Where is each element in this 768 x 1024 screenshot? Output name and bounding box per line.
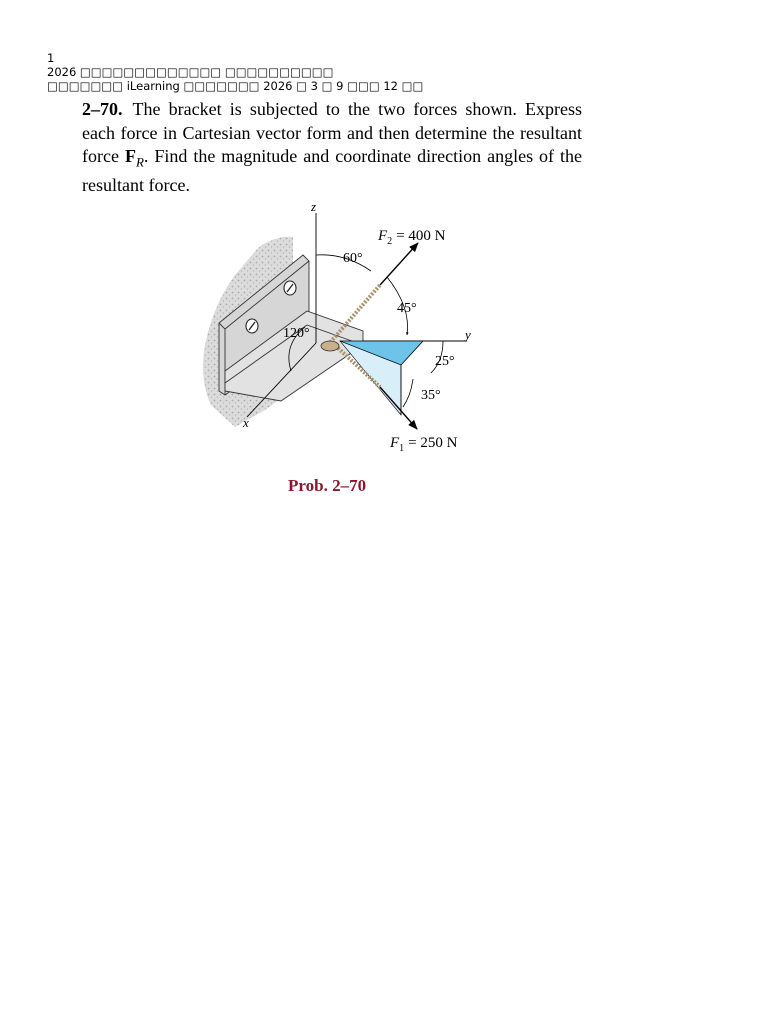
x-axis-label: x: [243, 415, 249, 430]
angle-120-label: 120°: [283, 326, 310, 341]
bracket-figure: [195, 195, 485, 465]
f2-label: $F_2 = 400$ N: [378, 228, 446, 247]
angle-60-label: 60°: [343, 251, 363, 266]
bolt-upper: [284, 281, 296, 295]
figure-caption: Prob. 2–70: [288, 476, 367, 495]
angle-35-label: 35°: [421, 388, 441, 403]
header-line-ilearning: □□□□□□□ iLearning □□□□□□□ 2026 □ 3 □ 9 □□□ 12 □□: [47, 79, 424, 93]
f2-arrow: [380, 243, 418, 285]
problem-statement: [82, 98, 582, 198]
problem-text-after: . Find the magnitude and coordinate direction angles of the resultant force.: [82, 146, 582, 196]
angle-25-label: 25°: [435, 354, 455, 369]
arc-35: [403, 379, 413, 407]
problem-text-before: The bracket is subjected to the two forces shown. Express each force in Cartesian vector form and then determine the resultant force: [82, 99, 582, 166]
problem-number: 2–70.: [82, 99, 123, 119]
header-line-course: 2026 □□□□□□□□□□□□□ □□□□□□□□□□: [47, 65, 334, 79]
z-axis-label: z: [311, 199, 317, 214]
page-number: 1: [47, 51, 55, 65]
eyebolt: [321, 341, 339, 351]
angle-45-label: 45°: [397, 301, 417, 316]
y-axis-label: y: [465, 327, 471, 342]
bolt-lower: [246, 319, 258, 333]
resultant-force-symbol: $F_R$: [124, 146, 144, 170]
f1-label: $F_1 = 250$ N: [390, 435, 458, 454]
